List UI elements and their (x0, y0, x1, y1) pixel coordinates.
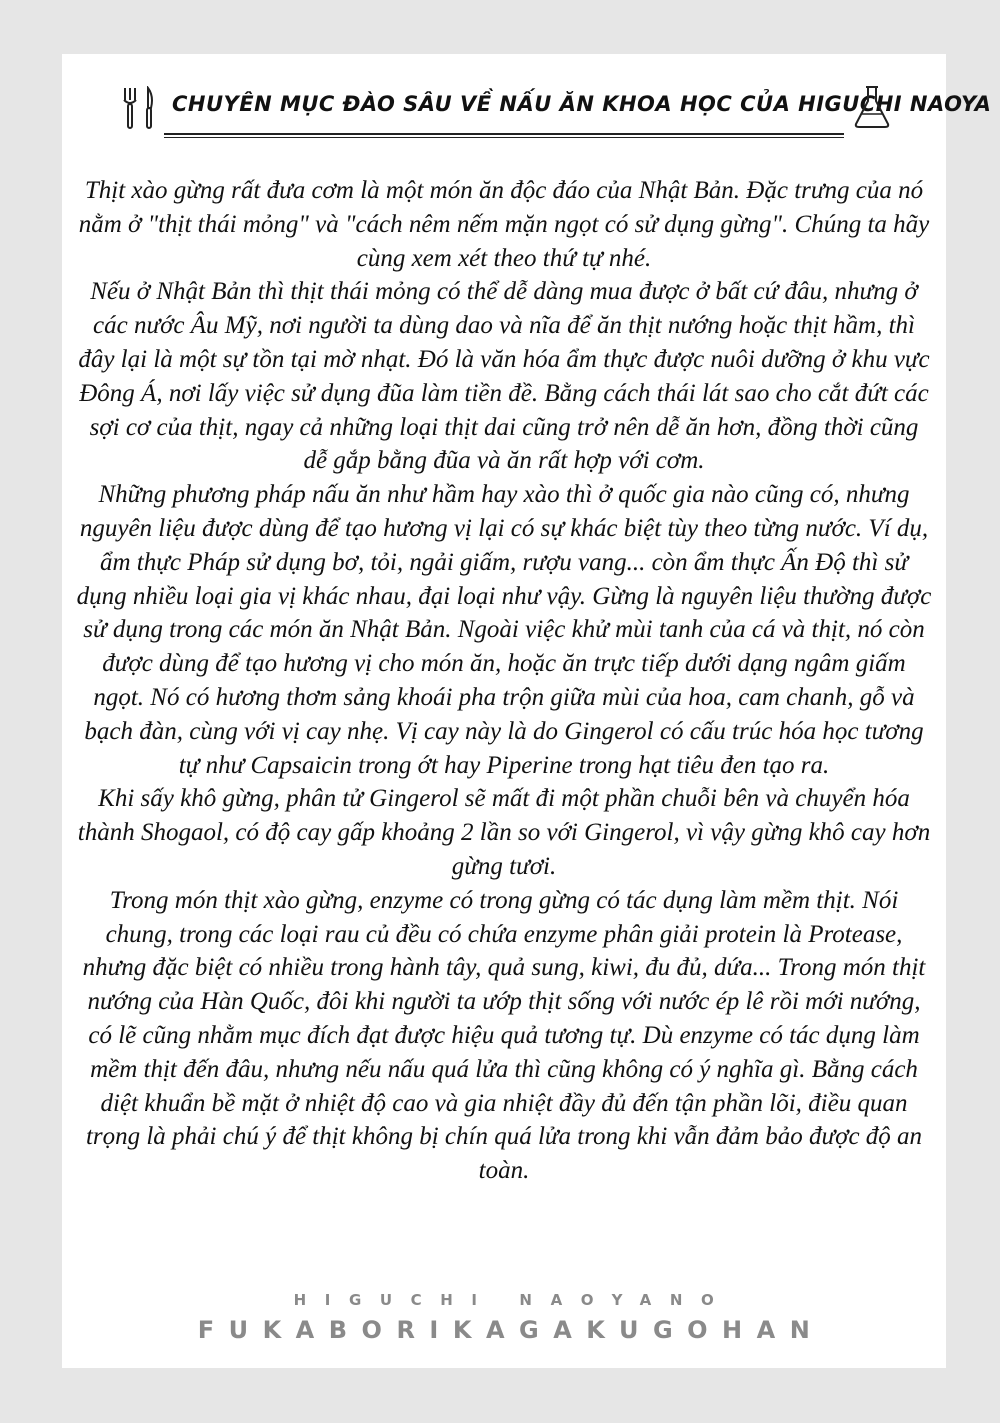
footer-logo (62, 1290, 946, 1346)
header-rule-thick (164, 133, 844, 135)
flask-icon (852, 84, 892, 130)
header-rule-thin (164, 137, 844, 138)
paragraph: Thịt xào gừng rất đưa cơm là một món ăn độc đáo của Nhật Bản. Đặc trưng của nó nằm ở "thịt thái mỏng" và "cách nêm nếm mặn ngọt có sử dụng gừng". Chúng ta hãy cùng xem xét theo thứ tự nhé. (78, 177, 930, 272)
page (62, 54, 992, 1368)
paragraph: Khi sấy khô gừng, phân tử Gingerol sẽ mất đi một phần chuỗi bên và chuyển hóa thành Shogaol, có độ cay gấp khoảng 2 lần so với Gingerol, vì vậy gừng khô cay hơn gừng tươi. (77, 785, 931, 880)
paragraph: Nếu ở Nhật Bản thì thịt thái mỏng có thể dễ dàng mua được ở bất cứ đâu, nhưng ở các nước Âu Mỹ, nơi người ta dùng dao và nĩa để ăn thịt nướng hoặc thịt hầm, thì đây lại là một sự tồn tại mờ nhạt. Đó là văn hóa ẩm thực được nuôi dưỡng ở khu vực Đông Á, nơi lấy việc sử dụng đũa làm tiền đề. Bằng cách thái lát sao cho cắt đứt các sợi cơ của thịt, ngay cả những loại thịt dai cũng trở nên dễ ăn hơn, đồng thời cũng dễ gắp bằng đũa và ăn rất hợp với cơm. (78, 278, 930, 475)
footer-line-1: HIGUCHI NAOYANO (293, 1291, 733, 1309)
paragraph: Trong món thịt xào gừng, enzyme có trong gừng có tác dụng làm mềm thịt. Nói chung, trong các loại rau củ đều có chứa enzyme phân giải protein là Protease, nhưng đặc biệt có nhiều trong hành tây, quả sung, kiwi, đu đủ, dứa... Trong món thịt nướng của Hàn Quốc, đôi khi người ta ướp thịt sống với nước ép lê rồi mới nướng, có lẽ cũng nhằm mục đích đạt được hiệu quả tương tự. Dù enzyme có tác dụng làm mềm thịt đến đâu, nhưng nếu nấu quá lửa thì cũng không có ý nghĩa gì. Bằng cách diệt khuẩn bề mặt ở nhiệt độ cao và gia nhiệt đầy đủ đến tận phần lõi, điều quan trọng là phải chú ý để thịt không bị chín quá lửa trong khi vẫn đảm bảo được độ an toàn. (82, 886, 926, 1185)
column-title: CHUYÊN MỤC ĐÀO SÂU VỀ NẤU ĂN KHOA HỌC CỦA HIGUCHI NAOYA (172, 92, 992, 116)
paragraph: Những phương pháp nấu ăn như hầm hay xào thì ở quốc gia nào cũng có, nhưng nguyên liệu được dùng để tạo hương vị lại có sự khác biệt tùy theo từng nước. Ví dụ, ẩm thực Pháp sử dụng bơ, tỏi, ngải giấm, rượu vang... còn ẩm thực Ấn Độ thì sử dụng nhiều loại gia vị khác nhau, đại loại như vậy. Gừng là nguyên liệu thường được sử dụng trong các món ăn Nhật Bản. Ngoài việc khử mùi tanh của cá và thịt, nó còn được dùng để tạo hương vị cho món ăn, hoặc ăn trực tiếp dưới dạng ngâm giấm ngọt. Nó có hương thơm sảng khoái pha trộn giữa mùi của hoa, cam chanh, gỗ và bạch đàn, cùng với vị cay nhẹ. Vị cay này là do Gingerol có cấu trúc hóa học tương tự như Capsaicin trong ớt hay Piperine trong hạt tiêu đen tạo ra. (76, 481, 932, 779)
fork-knife-icon (120, 86, 156, 130)
footer-line-2: FUKABORIKAGAKUGOHAN (197, 1316, 825, 1344)
column-header (112, 78, 992, 168)
article-body (76, 174, 932, 1188)
